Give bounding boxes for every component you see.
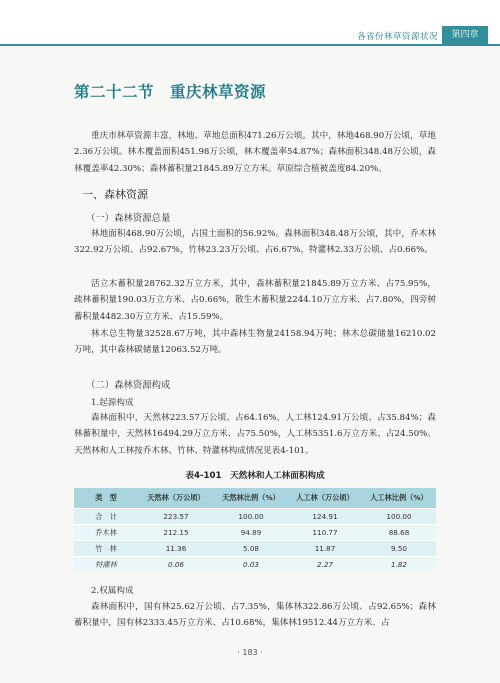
origin-heading: 1.起源构成 — [91, 398, 134, 408]
table-cell: 223.57 — [138, 509, 214, 525]
forest-total-p3: 林木总生物量32528.67万吨，其中森林生物量24158.94万吨；林木总碳储量16210.02万吨，其中森林碳储量12063.52万吨。 — [74, 329, 436, 356]
table-cell: 212.15 — [138, 525, 214, 541]
header-rule — [0, 44, 500, 46]
table-cell: 11.87 — [288, 541, 362, 557]
table-cell: 11.36 — [138, 541, 214, 557]
chapter-badge: 第四章 — [442, 26, 488, 44]
table-cell: 9.50 — [362, 541, 436, 557]
table-header-cell: 天然林比例（%） — [214, 488, 288, 509]
table-cell: 2.27 — [288, 557, 362, 573]
table-row — [74, 541, 436, 557]
table-cell: 竹 林 — [74, 541, 138, 557]
table-header-cell: 类 型 — [74, 488, 138, 509]
table-cell: 0.06 — [138, 557, 214, 573]
composition-heading: （二）森林资源构成 — [86, 380, 171, 391]
running-title: 各省份林草资源状况 — [356, 32, 438, 42]
table-cell: 0.03 — [214, 557, 288, 573]
table-header-cell: 人工林比例（%） — [362, 488, 436, 509]
section-title: 第二十二节 重庆林草资源 — [74, 82, 267, 101]
forest-total-p1: 林地面积468.90万公顷，占国土面积的56.92%。森林面积348.48万公顷，其中，乔木林322.92万公顷、占92.67%，竹林23.23万公顷、占6.67%，特灌林2.33万公顷、占0.66%。 — [74, 229, 436, 256]
table-row — [74, 557, 436, 573]
table-caption: 表4-101 天然林和人工林面积构成 — [185, 471, 325, 481]
table-cell: 100.00 — [214, 509, 288, 525]
data-table — [74, 488, 436, 572]
table-cell: 1.82 — [362, 557, 436, 573]
page-number: · 183 · — [237, 648, 263, 657]
table-row — [74, 525, 436, 541]
ownership-heading: 2.权属构成 — [91, 586, 134, 596]
ownership-paragraph: 森林面积中，国有林25.62万公顷、占7.35%，集体林322.86万公顷、占92.65%；森林蓄积量中，国有林2333.45万立方米、占10.68%，集体林19512.44万立方米、占 — [74, 602, 436, 629]
table-cell: 124.91 — [288, 509, 362, 525]
intro-paragraph: 重庆市林草资源丰富，林地、草地总面积471.26万公顷。其中，林地468.90万公顷，草地2.36万公顷。林木覆盖面积451.98万公顷，林木覆盖率54.87%；森林面积348.48万公顷，森林覆盖率42.30%；森林蓄积量21845.89万立方米。草原综合植被盖度84.20%。 — [74, 131, 436, 174]
table-cell: 5.08 — [214, 541, 288, 557]
table-cell: 特灌林 — [74, 557, 138, 573]
table-cell: 110.77 — [288, 525, 362, 541]
table-cell: 88.68 — [362, 525, 436, 541]
forest-total-p2: 活立木蓄积量28762.32万立方米，其中，森林蓄积量21845.89万立方米、占75.95%，疏林蓄积量190.03万立方米、占0.66%，散生木蓄积量2244.10万立方米、占7.80%，四旁树蓄积量4482.30万立方米、占15.59%。 — [74, 279, 436, 322]
table-header-cell: 人工林（万公顷） — [288, 488, 362, 509]
table-cell: 100.00 — [362, 509, 436, 525]
table-header-row — [74, 488, 436, 509]
table-cell: 乔木林 — [74, 525, 138, 541]
table-header-cell: 天然林（万公顷） — [138, 488, 214, 509]
table-row — [74, 509, 436, 525]
origin-paragraph: 森林面积中，天然林223.57万公顷、占64.16%，人工林124.91万公顷、占35.84%；森林蓄积量中，天然林16494.29万立方米、占75.50%，人工林5351.6万立方米、占24.50%。天然林和人工林按乔木林、竹林、特灌林构成情况见表4-101。 — [74, 413, 436, 456]
table-cell: 合 计 — [74, 509, 138, 525]
forest-heading: 一、森林资源 — [82, 188, 148, 201]
forest-total-heading: （一）森林资源总量 — [86, 213, 171, 224]
table-cell: 94.89 — [214, 525, 288, 541]
